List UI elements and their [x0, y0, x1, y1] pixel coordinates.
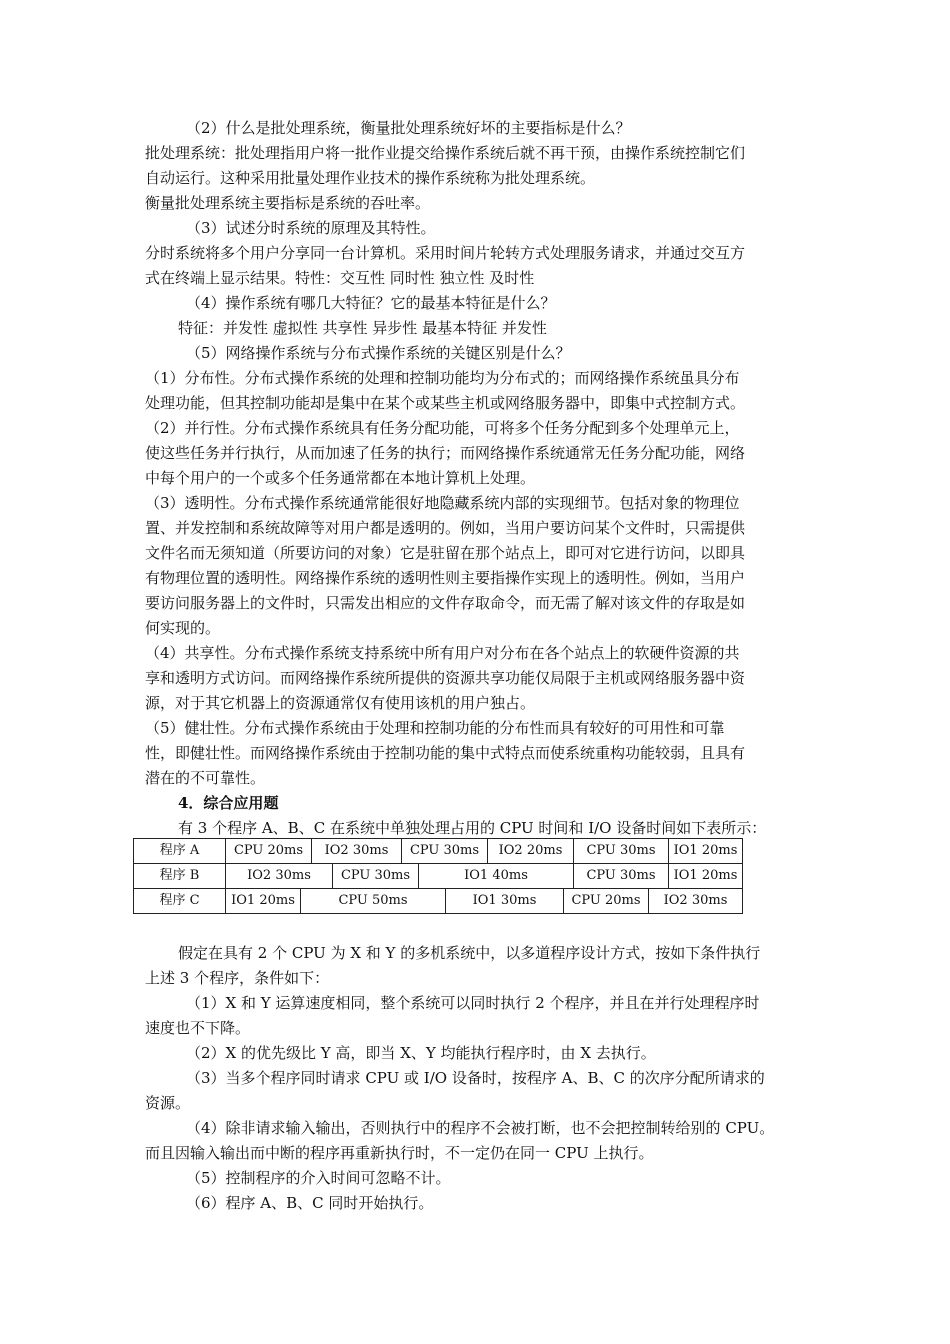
table-cell: IO1 20ms: [226, 889, 301, 913]
answer-line: 享和透明方式访问。而网络操作系统所提供的资源共享功能仅局限于主机或网络服务器中资: [145, 669, 746, 687]
table-cell: CPU 30ms: [574, 839, 669, 863]
answer-line: 要访问服务器上的文件时，只需发出相应的文件存取命令，而无需了解对该文件的存取是如: [145, 594, 746, 612]
table-cell: CPU 20ms: [226, 839, 312, 863]
table-cell: IO2 30ms: [226, 864, 333, 888]
table-cell: CPU 50ms: [301, 889, 446, 913]
table-row: [133, 863, 743, 888]
problem-line: 上述 3 个程序，条件如下：: [145, 969, 330, 987]
answer-line: 文件名而无须知道（所要访问的对象）它是驻留在那个站点上，即可对它进行访问，以即具: [145, 544, 746, 562]
answer-line: （2）并行性。分布式操作系统具有任务分配功能，可将多个任务分配到多个处理单元上，: [145, 419, 740, 437]
answer-line: 批处理系统：批处理指用户将一批作业提交给操作系统后就不再干预，由操作系统控制它们: [145, 144, 746, 162]
answer-line: （5）健壮性。分布式操作系统由于处理和控制功能的分布性而具有较好的可用性和可靠: [145, 719, 725, 737]
question-4: （4）操作系统有哪几大特征？它的最基本特征是什么？: [186, 294, 556, 312]
problem-line: 假定在具有 2 个 CPU 为 X 和 Y 的多机系统中，以多道程序设计方式，按如下条件执行: [178, 944, 761, 962]
answer-line: 衡量批处理系统主要指标是系统的吞吐率。: [145, 194, 431, 212]
table-cell: 程序 A: [134, 839, 226, 863]
problem-intro: 有 3 个程序 A、B、C 在系统中单独处理占用的 CPU 时间和 I/O 设备时间如下表所示：: [178, 819, 767, 837]
table-cell: 程序 B: [134, 864, 226, 888]
table-cell: IO1 20ms: [673, 843, 738, 858]
answer-line: 置、并发控制和系统故障等对用户都是透明的。例如，当用户要访问某个文件时，只需提供: [145, 519, 746, 537]
condition-5: （5）控制程序的介入时间可忽略不计。: [186, 1169, 451, 1187]
table-cell: CPU 20ms: [564, 889, 649, 913]
answer-line: 何实现的。: [145, 619, 221, 637]
table-cell: 程序 C: [134, 889, 226, 913]
schedule-table: [133, 838, 743, 914]
condition-2: （2）X 的优先级比 Y 高，即当 X、Y 均能执行程序时，由 X 去执行。: [186, 1044, 656, 1062]
answer-line: 处理功能，但其控制功能却是集中在某个或某些主机或网络服务器中，即集中式控制方式。: [145, 394, 746, 412]
condition-3: （3）当多个程序同时请求 CPU 或 I/O 设备时，按程序 A、B、C 的次序分配所请求的: [186, 1069, 765, 1087]
condition-6: （6）程序 A、B、C 同时开始执行。: [186, 1194, 434, 1212]
answer-line: 式在终端上显示结果。特性：交互性 同时性 独立性 及时性: [145, 269, 535, 287]
question-2: （2）什么是批处理系统，衡量批处理系统好坏的主要指标是什么？: [186, 119, 631, 137]
table-cell: IO2 30ms: [312, 839, 402, 863]
question-5: （5）网络操作系统与分布式操作系统的关键区别是什么？: [186, 344, 571, 362]
problem-line: 资源。: [145, 1094, 191, 1112]
table-cell: IO2 30ms: [663, 893, 728, 908]
table-row: [133, 838, 743, 863]
answer-line: 中每个用户的一个或多个任务通常都在本地计算机上处理。: [145, 469, 536, 487]
answer-line: 有物理位置的透明性。网络操作系统的透明性则主要指操作实现上的透明性。例如，当用户: [145, 569, 746, 587]
answer-line: 使这些任务并行执行，从而加速了任务的执行；而网络操作系统通常无任务分配功能，网络: [145, 444, 746, 462]
table-cell: IO1 30ms: [446, 889, 564, 913]
section-heading: 4．综合应用题: [178, 794, 279, 812]
table-cell: IO2 20ms: [488, 839, 574, 863]
table-row: [133, 888, 743, 914]
answer-line: 特征：并发性 虚拟性 共享性 异步性 最基本特征 并发性: [178, 319, 547, 337]
answer-line: 潜在的不可靠性。: [145, 769, 266, 787]
answer-line: 源，对于其它机器上的资源通常仅有使用该机的用户独占。: [145, 694, 536, 712]
answer-line: （1）分布性。分布式操作系统的处理和控制功能均为分布式的；而网络操作系统虽具分布: [145, 369, 740, 387]
table-cell: IO1 40ms: [419, 864, 574, 888]
answer-line: 性，即健壮性。而网络操作系统由于控制功能的集中式特点而使系统重构功能较弱，且具有: [145, 744, 746, 762]
answer-line: 分时系统将多个用户分享同一台计算机。采用时间片轮转方式处理服务请求，并通过交互方: [145, 244, 746, 262]
answer-line: 自动运行。这种采用批量处理作业技术的操作系统称为批处理系统。: [145, 169, 596, 187]
table-cell: CPU 30ms: [333, 864, 419, 888]
table-cell: CPU 30ms: [574, 864, 669, 888]
condition-1: （1）X 和 Y 运算速度相同，整个系统可以同时执行 2 个程序，并且在并行处理程序时: [186, 994, 760, 1012]
table-cell: CPU 30ms: [402, 839, 488, 863]
answer-line: （4）共享性。分布式操作系统支持系统中所有用户对分布在各个站点上的软硬件资源的共: [145, 644, 740, 662]
condition-4: （4）除非请求输入输出，否则执行中的程序不会被打断，也不会把控制转给别的 CPU。: [186, 1119, 775, 1137]
answer-line: （3）透明性。分布式操作系统通常能很好地隐藏系统内部的实现细节。包括对象的物理位: [145, 494, 740, 512]
problem-line: 而且因输入输出而中断的程序再重新执行时，不一定仍在同一 CPU 上执行。: [145, 1144, 654, 1162]
table-cell: IO1 20ms: [673, 868, 738, 883]
problem-line: 速度也不下降。: [145, 1019, 251, 1037]
question-3: （3）试述分时系统的原理及其特性。: [186, 219, 436, 237]
